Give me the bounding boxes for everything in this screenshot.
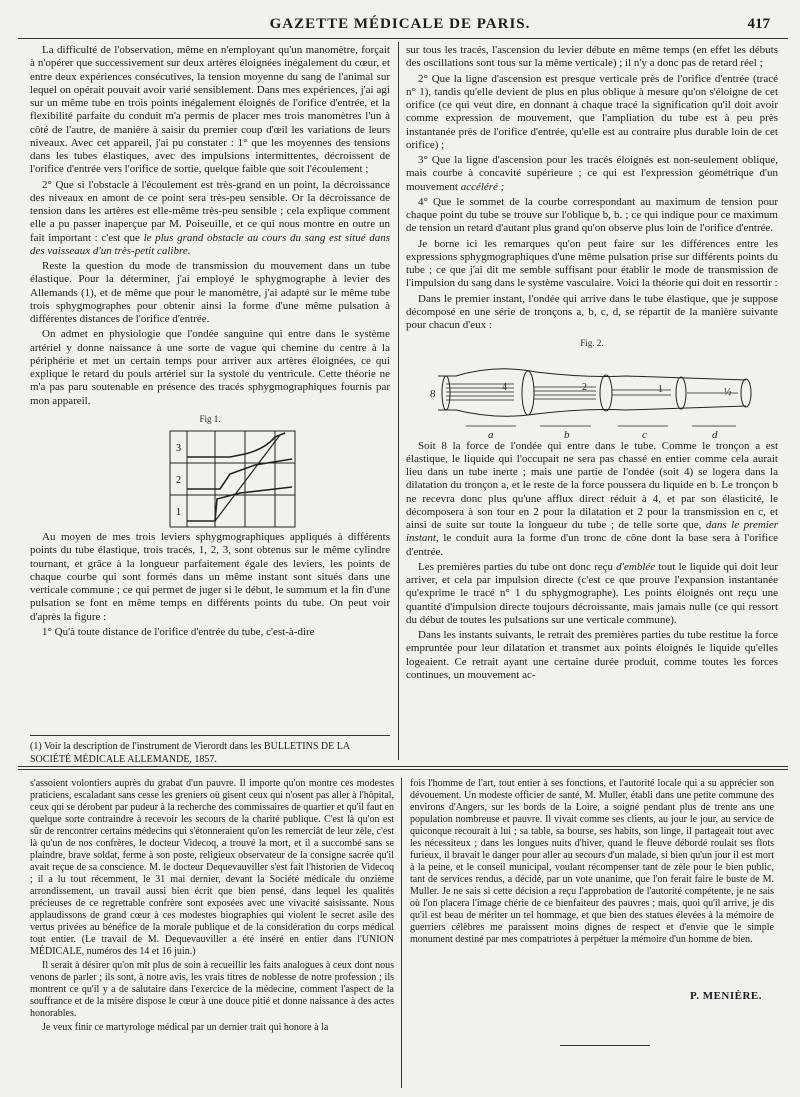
footnote: (1) Voir la description de l'instrument de Vierordt dans les BULLETINS DE LA SOCIÉTÉ MÉDICALE ALLEMANDE, 1857.: [30, 741, 350, 765]
left-paragraph-2: [30, 179, 390, 259]
right-paragraph-8-end: tout le liquide qui doit leur arriver, et cela par impulsion directe (c'est ce que prouve l'expansion instantanée qu'exprime le tracé n° 1 du sphygmographe). Les points éloignés ont reçu une quantité d'impulsion directe toujours décroissante, mais jamais nulle (ce qui ressort du début de toutes les pulsations sur une verticale commune).: [406, 560, 779, 626]
right-paragraph-3-italic: accéléré ;: [460, 180, 505, 193]
end-rule: [560, 1045, 650, 1046]
figure-1-label-2: 2: [176, 475, 181, 486]
bottom-left-paragraph-1: s'assoient volontiers auprès du grabat d'un pauvre. Il importe qu'on montre ces modestes praticiens, escaladant sans cesse les greniers où gisent ceux qui n'osent pas aller à l'hôpital, ceux qui se dérobent par pudeur à la recherche des commissaires de quartier et qu'il faut en quelque sorte contraindre à recevoir les secours de la charité publique. C'est là qu'on est sûr de rencontrer certains médecins qui s'étonneraient qu'on les remerciât de leur zèle, c'est là qu'un de nos confrères, le docteur Videcoq, a trouvé la mort, et il a succombé sans se plaindre, brave soldat, ferme à son poste, religieux observateur de la consigne sacrée qu'il avait reçue de sa conscience. M. le docteur Dequevauviller s'est fait l'historien de Videcoq ; il a lu tout récemment, le 31 mai dernier, devant la Société médicale du onzième arrondissement, un travail aussi bien écrit que bien pensé, dans lequel les qualités précieuses de ce regrettable confrère sont exposées avec une vivacité saisissante. Nous applaudissons de grand cœur à ces modestes biographies qui violent le secret asile des vertus privées au bénéfice de la morale publique et de la considération du corps médical tout entier. (Le travail de M. Dequevauviller a été inséré en entier dans l'UNION MÉDICALE, numéros des 14 et 16 juin.): [30, 778, 394, 957]
figure-1-oblique-line: [215, 435, 280, 521]
left-paragraph-1: La difficulté de l'observation, même en n'employant qu'un manomètre, forçait à n'opérer que successivement sur deux artères éloignées inégalement du cœur, et entre deux expériences consécutives, la tension moyenne du sang de l'animal sur lequel on opérait pouvait avoir varié sensiblement. Dans mes expériences, j'ai agi sur un même tube en trois points inégalement éloignés de l'orifice d'entrée, et la flexibilité parfaite du conduit m'a permis de placer mes trois manomètres l'un à côté de l'autre, de manière à saisir du premier coup d'œil les variations de leurs niveaux. Avec cet appareil, j'ai pu constater : 1° que les moyennes des tensions dans les tubes élastiques, avec des impulsions intermittentes, décroissent de l'orifice d'entrée vers l'orifice de sortie, quelque faible que soit l'écoulement ;: [30, 44, 390, 176]
figure-2-tube-bottom: [438, 406, 746, 416]
figure-2-tube-diagram: [406, 354, 778, 440]
figure-2-segment-c: c: [642, 428, 647, 440]
figure-2-title: Fig. 2.: [580, 338, 604, 349]
bottom-left-paragraph-2: Il serait à désirer qu'on mît plus de soin à recueillir les faits analogues à ceux dont nous venons de parler ; ils sont, à notre avis, les vrais titres de noblesse de notre profession ; ils montrent ce qu'il y a de salutaire dans l'exercice de la médecine, comment l'aspect de la souffrance et de la misère dispose le cœur à une douce pitié et donne naissance à des actes honorables.: [30, 960, 394, 1019]
right-paragraph-8-italic: d'emblée: [616, 560, 656, 573]
bottom-right-paragraph-1: fois l'homme de l'art, tout entier à ses fonctions, et l'autorité locale qui a su apprécier son dévouement. Un modeste officier de santé, M. Muller, établi dans une petite commune des environs d'Angers, sur les bords de la Loire, a soigné pendant plus de trente ans une population nombreuse et pauvre. Il vivait comme ses clients, au jour le jour, au service de quiconque recourait à lui ; sa table, sa bourse, ses habits, son linge, il partageait tout avec les nécessiteux ; dans les longues nuits d'hiver, quand le fleuve débordé roulait ses flots furieux, il bravait le danger pour aller au secours d'un malade, si bien qu'un jour il est mort à la peine, et le conseil municipal, voulant récompenser tant de zèle pour le bien public, tant de services rendus, a décidé, par un vote unanime, que l'on ferait faire le buste de M. Muller. Je ne sais si cette décision a reçu l'approbation de l'autorité compétente, je ne sais où l'on placera l'image chérie de ce bienfaiteur des pauvres ; mais, quoi qu'il arrive, je dis qu'il est beau de mériter un tel hommage, et que bien des statues élevées à la mémoire de guerriers célèbres me paraissent moins dignes de respect et d'envie que le simple monument destiné par mes compatriotes à perpétuer la mémoire d'un homme de bien.: [410, 778, 774, 945]
header-rule: [18, 38, 788, 39]
right-paragraph-3: [406, 154, 778, 194]
figure-2-inner-4: 4: [502, 381, 507, 393]
bottom-left-column: [30, 778, 394, 1036]
figure-1-title: Fig 1.: [199, 413, 221, 424]
footnote-rule: [30, 735, 390, 736]
figure-1-frame: [170, 431, 295, 527]
right-paragraph-7: [406, 440, 778, 559]
author-signature: P. MENIÈRE.: [690, 990, 763, 1002]
feuilleton-rule-2: [18, 769, 788, 770]
figure-2-inner-2: 2: [582, 381, 587, 393]
bottom-right-column: [410, 778, 774, 948]
left-paragraph-5: Au moyen de mes trois leviers sphygmographiques appliqués à différents points du tube élastique, trois tracés, 1, 2, 3, sont obtenus sur le même cylindre tournant, et grâce à la longueur parfaitement égale des leviers, les points de chaque courbe qui sont formés dans un même instant sont situés dans une verticale commune ; ce qui permet de juger si le début, le summum et la fin d'une pulsation se font en même temps en différents points du tube. On peut voir d'après la figure :: [30, 531, 390, 623]
right-paragraph-7-italic: dans le premier instant,: [406, 519, 778, 545]
figure-1-label-3: 3: [176, 443, 181, 454]
right-paragraph-5: Je borne ici les remarques qu'on peut faire sur les différences entre les expressions sphygmographiques d'une même pulsation prise sur différents points du tube ; ce que j'ai dit me semble suffisant pour établir le mode de transmission de l'impulsion du sang dans le système vasculaire. Voici la théorie qui doit en ressortir :: [406, 237, 778, 290]
left-paragraph-4: On admet en physiologie que l'ondée sanguine qui entre dans le système artériel y donne naissance à une sorte de vague qui chemine du centre à la périphérie et met un certain temps pour arriver aux artères éloignées, ce qui explique le retard du pouls artériel sur la systole du ventricule. Cette théorie ne m'a pas paru soutenable en présence des tracés sphygmographiques fournis par mon appareil.: [30, 328, 390, 407]
right-paragraph-7-text: Soit 8 la force de l'ondée qui entre dans le tube. Comme le tronçon a est élastique, le liquide qui l'occupait ne sera pas chassé en entier comme cela aurait lieu dans un tube inerte ; mais une partie de l'ondée (soit 4) se logera dans la dilatation du tronçon a, et le reste de la force poussera du liquide en b. Le tronçon b ne recevra donc plus qu'une afflux direct réduit à 4, et par son élasticité, le décomposera à son tour en 2 pour la dilatation et 2 pour la transmission en c, et ainsi de suite sur toute la longueur du tube ; de telle sorte que,: [406, 439, 778, 531]
left-column: [30, 44, 390, 641]
figure-2-entry: [442, 376, 450, 410]
column-divider-bottom: [401, 778, 402, 1088]
figure-2-segment-a: a: [488, 428, 494, 440]
figure-2-section-cd: [676, 377, 686, 409]
left-paragraph-2-italic: le plus grand obstacle au cours du sang est situé dans des vaisseaux d'un très-petit calibre.: [30, 231, 390, 257]
left-paragraph-2-text: 2° Que si l'obstacle à l'écoulement est très-grand en un point, la décroissance des niveaux en amont de ce point sera très-peu sensible. Or la décroissance de tension dans les artères est elle-même très-peu sensible ; cela explique comment elle a pu passer inaperçue par M. Poiseuille, et ce qui nous montre en outre un fait important : c'est que: [30, 178, 390, 244]
right-paragraph-7-end: le conduit aura la forme d'un tronc de cône dont la base sera à l'orifice d'entrée.: [406, 532, 778, 558]
bottom-left-paragraph-3: Je veux finir ce martyrologe médical par un dernier trait qui honore à la: [42, 1022, 329, 1033]
figure-2-segment-d: d: [712, 428, 718, 440]
figure-2-inner-half: ½: [724, 386, 732, 398]
figure-2-tube-top: [438, 368, 746, 379]
page-number: 417: [747, 16, 770, 32]
figure-1-trace-1: [187, 487, 292, 521]
right-paragraph-2: 2° Que la ligne d'ascension est presque verticale près de l'orifice d'entrée (tracé n° 1), tandis qu'elle devient de plus en plus oblique à mesure qu'on s'éloigne de cet orifice (ce qui veut dire, en donnant à chaque tracé la signification qu'il doit avoir comme expression de mouvement, que l'ampliation du tube est à peu près instantanée près de l'orifice d'entrée, qu'elle est au contraire plus durable loin de cet orifice) ;: [406, 72, 778, 151]
right-paragraph-8: [406, 561, 778, 627]
left-paragraph-3: Reste la question du mode de transmission du mouvement dans un tube élastique. Pour la déterminer, j'ai employé le sphygmographe à levier des Allemands (1), et de même que pour le manomètre, j'ai adapté sur le même tube trois sphygmographes pour obtenir ainsi la forme d'une même pulsation à différentes distances de l'orifice d'entrée.: [30, 260, 390, 325]
left-paragraph-6: 1° Qu'à toute distance de l'orifice d'entrée du tube, c'est-à-dire: [42, 625, 315, 638]
figure-1-graph: [30, 429, 390, 531]
figure-1-trace-3: [187, 433, 285, 457]
figure-2-section-bc: [600, 375, 612, 411]
right-paragraph-4: 4° Que le sommet de la courbe correspondant au maximum de tension pour chaque point du tube se trouve sur l'oblique b, b. ; ce qui indique pour ce maximum de tension un retard d'autant plus grand qu'on observe plus loin de l'orifice d'entrée.: [406, 195, 778, 235]
figure-2-section-ab: [522, 371, 534, 415]
feuilleton-rule-1: [18, 766, 788, 767]
right-paragraph-8-text: Les premières parties du tube ont donc reçu: [418, 560, 617, 573]
figure-2-inner-1: 1: [658, 383, 663, 395]
figure-2-force-label: 8: [430, 387, 436, 400]
right-paragraph-9: Dans les instants suivants, le retrait des premières parties du tube restitue la force empruntée pour leur dilatation et transmet aux points éloignés le liquide qu'elles logeaient. Ce retrait ayant une certaine durée produit, comme toutes les forces continues, un mouvement ac-: [406, 629, 778, 681]
right-paragraph-3-text: 3° Que la ligne d'ascension pour les tracés éloignés est non-seulement oblique, mais courbe à concavité supérieure ; ce qui est l'expression géométrique d'un mouvement: [406, 154, 778, 193]
running-title: GAZETTE MÉDICALE DE PARIS.: [269, 16, 531, 32]
figure-2-segment-b: b: [564, 428, 570, 440]
right-paragraph-6: Dans le premier instant, l'ondée qui arrive dans le tube élastique, que je suppose décomposé en une série de tronçons a, b, c, d, se répartit de la manière suivante pour chacun d'eux :: [406, 292, 778, 331]
right-paragraph-1: sur tous les tracés, l'ascension du levier débute en même temps (en effet les débuts des oscillations sont tous sur la même verticale) ; il n'y a donc pas de retard réel ;: [406, 44, 778, 70]
page-header: [0, 14, 800, 36]
figure-1-label-1: 1: [176, 507, 181, 518]
figure-2-exit: [741, 379, 751, 407]
column-divider-top: [398, 42, 399, 760]
right-column: [406, 44, 778, 684]
